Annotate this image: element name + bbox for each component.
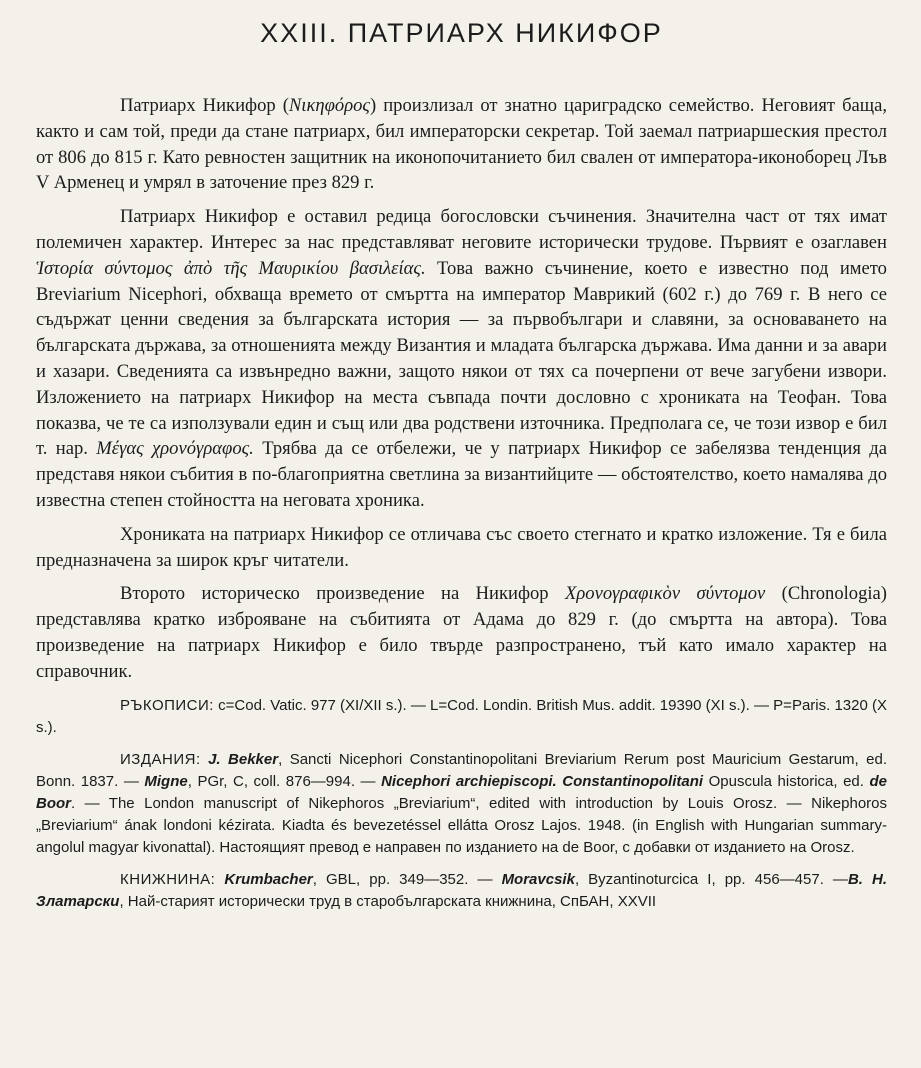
editions-label: ИЗДАНИЯ: xyxy=(120,750,201,768)
main-text xyxy=(36,93,887,685)
manuscripts-note: РЪКОПИСИ: c=Cod. Vatic. 977 (XI/XII s.). — L=Cod. Londin. British Mus. addit. 19390 (XI s.). — P=Paris. 1320 (X s.). xyxy=(36,696,887,736)
literature-label: КНИЖНИНА: xyxy=(120,870,216,888)
greek-title-2: Μέγας χρονόγραφος. xyxy=(96,438,254,460)
literature-note: КНИЖНИНА: Krumbacher, GBL, pp. 349—352. — Moravcsik, Byzantinoturcica I, pp. 456—457. —В. Н. Златарски, Най-старият исторически труд в старобългарската книжнина, СпБАН, XXVII xyxy=(36,870,888,910)
paragraph-2: Патриарх Никифор е оставил редица богословски съчинения. Значителна част от тях имат полемичен характер. Интерес за нас представляват неговите исторически трудове. Първият е озаглавен Ἱστορία σύντομος ἀπὸ τῆς Μαυρικίου βασιλείας. Това важно съчинение, което е известно под името Breviarium Nicephori, обхваща времето от смъртта на император Маврикий (602 г.) до 769 г. В него се съдържат ценни сведения за българската история — за първобългари и славяни, за основаването на българската държава, за отношенията между Византия и младата българска държава. Има данни и за авари и хазари. Сведенията са извънредно важни, защото някои от тях са почерпени от вече загубени извори. Изложението на патриарх Никифор на места съвпада почти дословно с хрониката на Теофан. Това показва, че те са използували един и същ или два родствени източника. Предполага се, че този извор е бил т. нар. Μέγας χρονόγραφος. Трябва да се отбележи, че у патриарх Никифор се забелязва тенденция да представя някои събития в по-благоприятна светлина за византийците — обстоятелство, което намалява до известна степен стойността на неговата хроника. xyxy=(36,206,888,511)
paragraph-1: Патриарх Никифор (Νικηφόρος) произлизал от знатно цариградско семейство. Неговият баща, както и сам той, преди да стане патриарх, бил императорски секретар. Той заемал патриаршеския престол от 806 до 815 г. Като ревностен защитник на иконопочитанието бил свален от императора-иконоборец Лъв V Арменец и умрял в заточение през 829 г. xyxy=(36,95,887,194)
bibliography xyxy=(36,695,887,913)
greek-title-3: Χρονογραφικὸν σύντομον xyxy=(565,583,766,605)
editions-note: ИЗДАНИЯ: J. Bekker, Sancti Nicephori Constantinopolitani Breviarium Rerum post Mauricium Gestarum, ed. Bonn. 1837. — Migne, PGr, C, coll. 876—994. — Nicephori archiepiscopi. Constantinopolitani Opuscula historica, ed. de Boor. — The London manuscript of Nikephoros „Breviarium“, edited with introduction by Louis Orosz. — Nikephoros „Breviarium“ ának londoni kézirata. Kiadta és bevezetéssel ellátta Orosz Lajos. 1948. (in English with Hungarian summary-angolul magyar kivonattal). Настоящият превод е направен по изданието на de Boor, с добавки от изданието на Orosz. xyxy=(36,750,888,856)
manuscripts-label: РЪКОПИСИ: xyxy=(120,696,214,714)
paragraph-3: Хрониката на патриарх Никифор се отличава със своето стегнато и кратко изложение. Тя е била предназначена за широк кръг читатели. xyxy=(36,523,887,571)
chapter-title: XXIII. ПАТРИАРХ НИКИФОР xyxy=(260,18,663,48)
greek-name: Νικηφόρος xyxy=(288,95,370,116)
paragraph-4: Второто историческо произведение на Никифор Χρονογραφικὸν σύντομον (Chronologia) представлява кратко изброяване на събитията от Адама до 829 г. (до смъртта на автора). Това произведение на патриарх Никифор е било твърде разпространено, тъй като имало характер на справочник. xyxy=(36,583,888,682)
greek-title-1: Ἱστορία σύντομος ἀπὸ τῆς Μαυρικίου βασιλείας. xyxy=(36,257,426,279)
